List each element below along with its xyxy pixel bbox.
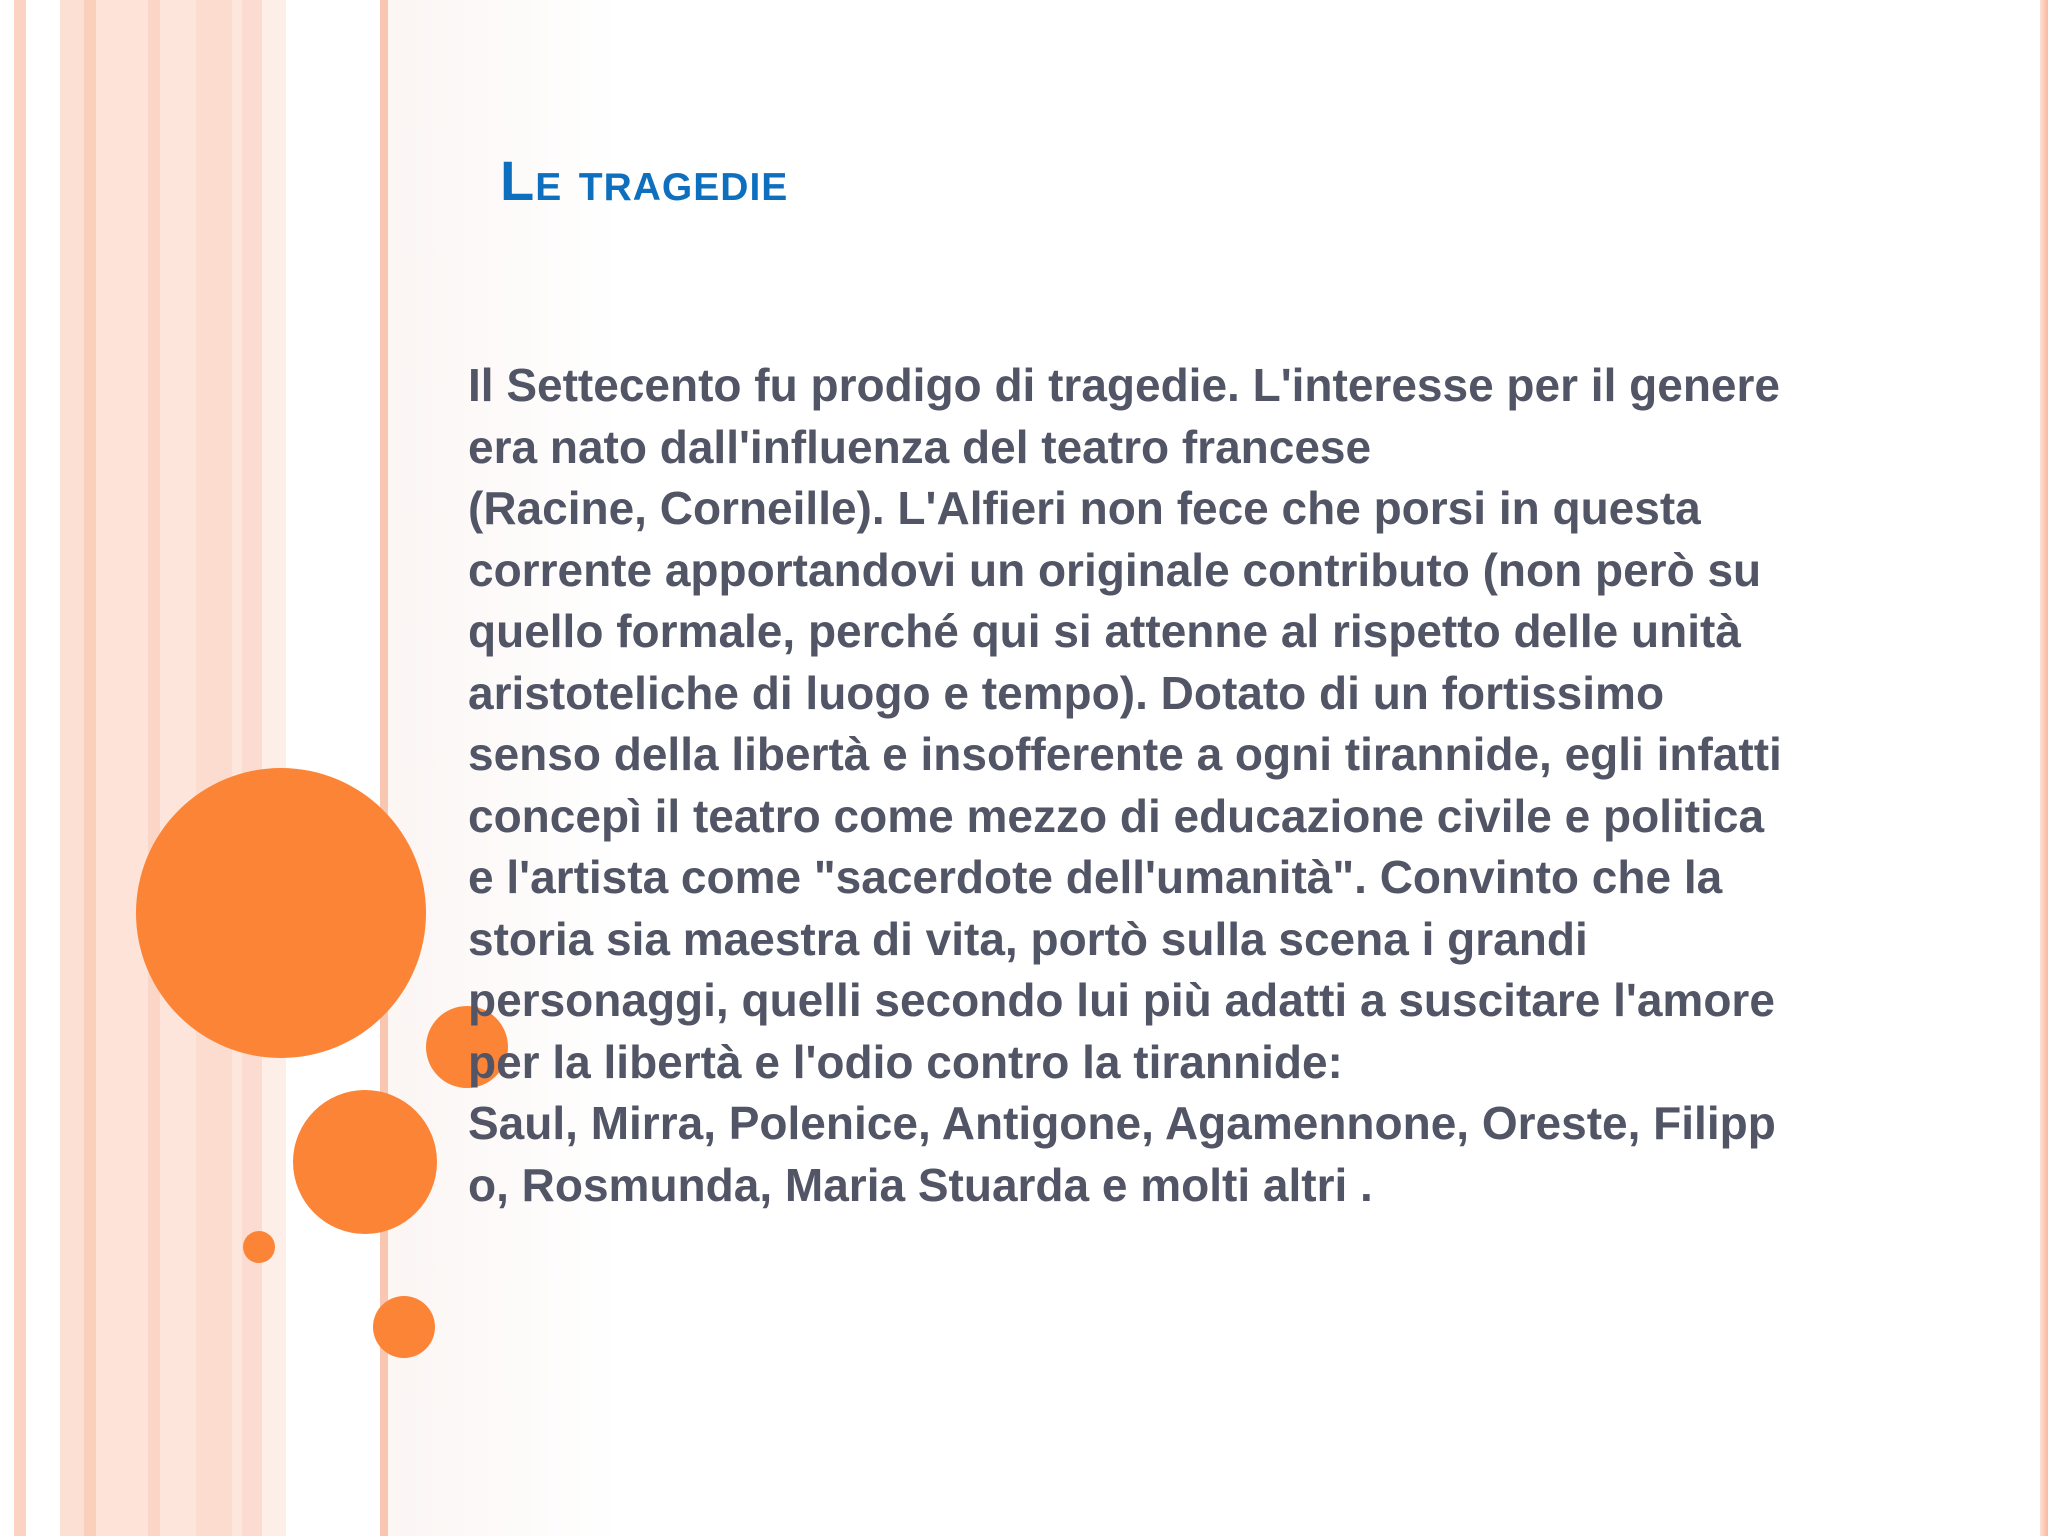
- slide-title: Le tragedie: [500, 149, 789, 212]
- large-orange-circle: [136, 768, 426, 1058]
- decorative-stripes: [0, 0, 400, 1536]
- slide-body-text: Il Settecento fu prodigo di tragedie. L'interesse per il genere era nato dall'influenza del teatro francese (Racine, Corneille). L'Alfieri non fece che porsi in questa corrente apportandovi un originale contributo (non però su quello formale, perché qui si attenne al rispetto delle unità aristoteliche di luogo e tempo). Dotato di un fortissimo senso della libertà e insofferente a ogni tirannide, egli infatti concepì il teatro come mezzo di educazione civile e politica e l'artista come "sacerdote dell'umanità". Convinto che la storia sia maestra di vita, portò sulla scena i grandi personaggi, quelli secondo lui più adatti a suscitare l'amore per la libertà e l'odio contro la tirannide: Saul, Mirra, Polenice, Antigone, Agamennone, Oreste, Filipp o, Rosmunda, Maria Stuarda e molti altri .: [468, 359, 1782, 1211]
- small-orange-circle-2: [373, 1296, 435, 1358]
- right-edge-stripe: [2040, 0, 2048, 1536]
- tiny-orange-circle: [243, 1231, 275, 1263]
- medium-orange-circle: [293, 1090, 437, 1234]
